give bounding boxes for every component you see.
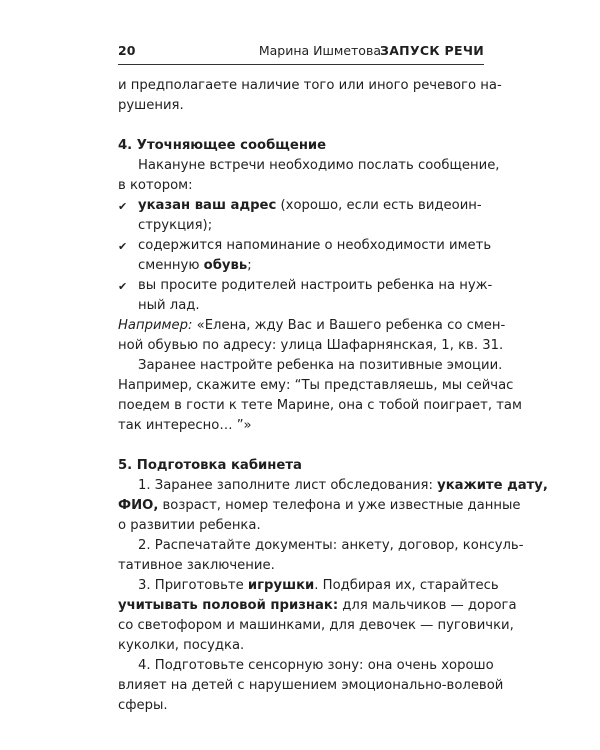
bullet-2-line-2: сменную обувь; xyxy=(138,258,252,273)
item-3-line-2: учитывать половой признак: для мальчиков — дорога xyxy=(118,598,517,613)
example-line-1: Например: «Елена, жду Вас и Вашего ребенка со смен- xyxy=(118,318,506,333)
intro-line-2: рушения. xyxy=(118,98,184,113)
section-4-p2-line-4: так интересно… ”» xyxy=(118,418,252,433)
bullet-1-line-2: струкция); xyxy=(138,218,213,233)
item-2-line-1: 2. Распечатайте документы: анкету, договор, консуль- xyxy=(138,538,524,553)
bullet-3-line-1: вы просите родителей настроить ребенка на нуж- xyxy=(138,278,493,293)
bullet-1-line-1: указан ваш адрес (хорошо, если есть видеоин- xyxy=(138,198,482,213)
item-1-line-3: о развитии ребенка. xyxy=(118,518,261,533)
item-2-line-2: тативное заключение. xyxy=(118,558,275,573)
section-5-heading: 5. Подготовка кабинета xyxy=(118,458,302,473)
section-4-p2-line-3: поедем в гости к тете Марине, она с тобой поиграет, там xyxy=(118,398,522,413)
item-3-line-4: куколки, посудка. xyxy=(118,638,245,653)
intro-line-1: и предполагаете наличие того или иного речевого на- xyxy=(118,78,502,93)
book-title: ЗАПУСК РЕЧИ xyxy=(380,43,484,58)
page-number: 20 xyxy=(118,43,136,58)
item-3-line-3: со светофором и машинками, для девочек — пуговички, xyxy=(118,618,514,633)
section-4-heading: 4. Уточняющее сообщение xyxy=(118,138,327,153)
check-icon: ✔ xyxy=(118,200,128,213)
section-4-p1-line-1: Накануне встречи необходимо послать сообщение, xyxy=(138,158,500,173)
item-3-line-1: 3. Приготовьте игрушки. Подбирая их, старайтесь xyxy=(138,578,499,593)
check-icon: ✔ xyxy=(118,240,128,253)
bullet-2-line-1: содержится напоминание о необходимости иметь xyxy=(138,238,492,253)
item-1-line-2: ФИО, возраст, номер телефона и уже известные данные xyxy=(118,498,521,513)
section-4-p2-line-1: Заранее настройте ребенка на позитивные эмоции. xyxy=(138,358,503,373)
author-name: Марина Ишметова xyxy=(258,43,381,58)
section-4-p1-line-2: в котором: xyxy=(118,178,193,193)
example-line-2: ной обувью по адресу: улица Шафарнянская, 1, кв. 31. xyxy=(118,338,504,353)
item-4-line-3: сферы. xyxy=(118,698,168,713)
running-header xyxy=(118,40,484,65)
item-1-line-1: 1. Заранее заполните лист обследования: укажите дату, xyxy=(138,478,548,493)
section-4-p2-line-2: Например, скажите ему: “Ты представляешь, мы сейчас xyxy=(118,378,514,393)
item-4-line-2: влияет на детей с нарушением эмоционально-волевой xyxy=(118,678,504,693)
check-icon: ✔ xyxy=(118,280,128,293)
bullet-3-line-2: ный лад. xyxy=(138,298,200,313)
item-4-line-1: 4. Подготовьте сенсорную зону: она очень хорошо xyxy=(138,658,494,673)
